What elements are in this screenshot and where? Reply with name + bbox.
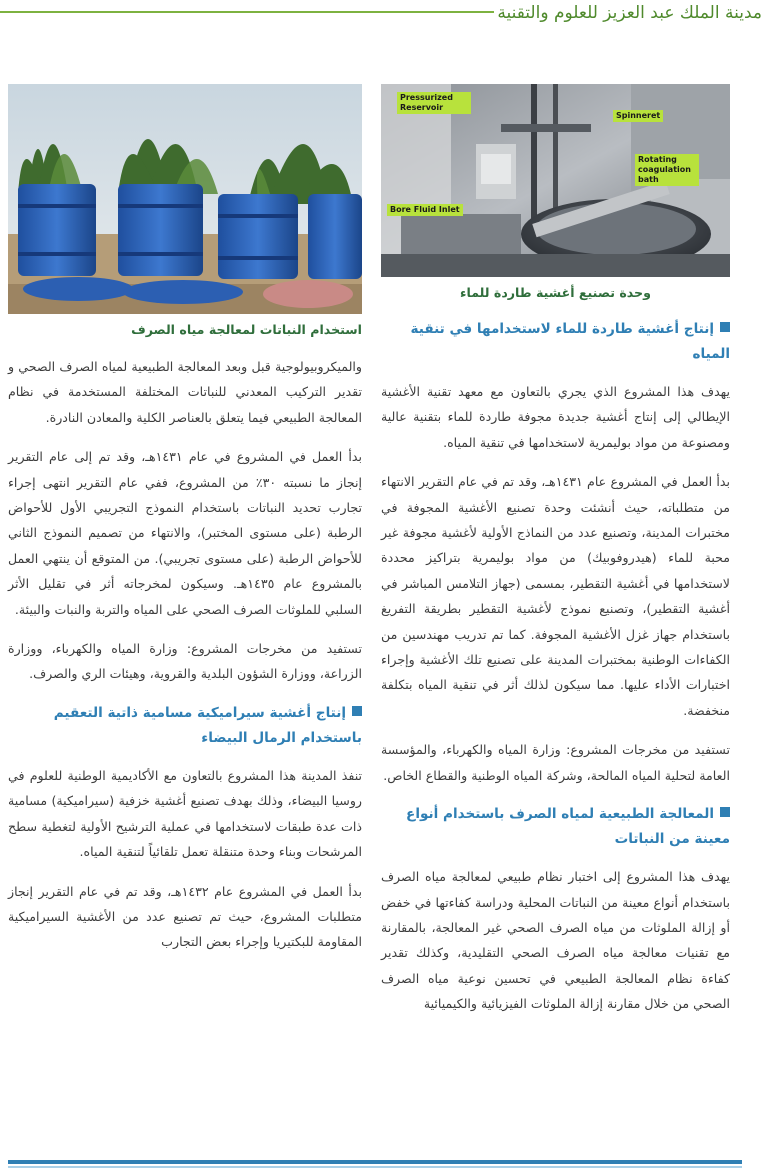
header-title: مدينة الملك عبد العزيز للعلوم والتقنية [497,3,762,23]
membrane-unit-figure [381,84,730,303]
plants-figure [8,84,362,340]
paragraph: يهدف هذا المشروع إلى اختبار نظام طبيعي لمعالجة مياه الصرف باستخدام أنواع معينة من النباتات المحلية ودراسة كفاءتها في خفض أو إزالة الملوثات من مياه الصرف الصحي غير المعالجة، بالمقارنة مع تقنيات معالجة مياه الصرف الصحي التقليدية، وكذلك تقدير كفاءة نظام المعالجة الطبيعي في تحسين نوعية مياه الصرف الصحي من خلال مقارنة إزالة الملوثات الفيزيائية والكيميائية [381,869,730,1012]
membrane-unit-photo [381,84,730,277]
section-title-hydrophobic-membranes: إنتاج أغشية طاردة للماء لاستخدامها في تنقية المياه [410,321,730,362]
footer-rule-light [8,1166,742,1168]
paragraph: بدأ العمل في المشروع في عام ١٤٣١هـ، وقد تم إلى عام التقرير إنجاز ما نسبته ٣٠٪ من المشروع، ففي عام التقرير انتهى إجراء تجارب تحديد النباتات باستخدام النموذج التجريبي الأول للأحواض الرطبة (على مستوى المختبر)، والانتهاء من تصميم النموذج الثاني للأحواض الرطبة (على مستوى تجريبي). من المتوقع أن ينتهي العمل بالمشروع عام ١٤٣٥هـ. وسيكون لمخرجاته أثر في تقليل الأثر السلبي للملوثات الصرف الصحي على المياه والتربة والنبات والبيئة. [8,449,362,617]
paragraph: بدأ العمل في المشروع عام ١٤٣٢هـ، وقد تم في عام التقرير إنجاز متطلبات المشروع، حيث تم تصنيع عدد من الأغشية السيراميكية المقاومة للبكتيريا وإجراء بعض التجارب [8,883,362,950]
plants-photo [8,84,362,314]
plants-illustration [8,84,362,314]
section-bullet-icon [720,322,730,332]
spacer [8,340,362,354]
paragraph: تستفيد من مخرجات المشروع: وزارة المياه والكهرباء، والمؤسسة العامة لتحلية المياه المالحة، وشركة المياه الوطنية والقطاع الخاص. [381,742,730,783]
label-pressurized-reservoir: Pressurized Reservoir [397,92,471,114]
plants-caption: استخدام النباتات لمعالجة مياه الصرف [131,322,362,337]
header-rule [0,11,494,13]
paragraph: تنفذ المدينة هذا المشروع بالتعاون مع الأكاديمية الوطنية للعلوم في روسيا البيضاء، وذلك بهدف تصنيع أغشية خزفية (سيراميكية) مسامية ذات عدة طبقات لاستخدامها في عملية الترشيح الأولية لتغطية سطح المرشحات وبناء وحدة متنقلة تعمل تلقائياً لتنقية المياه. [8,767,362,860]
section-bullet-icon [720,807,730,817]
paragraph: بدأ العمل في المشروع عام ١٤٣١هـ، وقد تم في عام التقرير الانتهاء من متطلباته، حيث أنشئت وحدة تصنيع الأغشية المجوفة في مختبرات المدينة، وتصنيع عدد من النماذج الأولية لأغشية مجوفة غير محبة للماء (هيدروفوبيك) من مواد بوليمرية بتراكيز محددة لاستخدامها في أغشية التقطير، بمسمى (جهاز التلامس المباشر في أغشية التقطير)، وتصنيع نموذج لأغشية التقطير بطريقة التفريغ باستخدام جهاز غزل الأغشية المجوفة. كما تم تدريب مهندسين من الكفاءات الوطنية بمختبرات المدينة على تصنيع تلك الأغشية وإجراء اختبارات الأداء عليها. مما سيكون لذلك أثر في تنقية المياه بتكلفة منخفضة. [381,474,730,718]
label-rotating-bath: Rotating coagulation bath [635,154,699,186]
section-title-natural-treatment: المعالجة الطبيعية لمياه الصرف باستخدام أنواع معينة من النباتات [406,806,730,848]
paragraph: تستفيد من مخرجات المشروع: وزارة المياه والكهرباء، ووزارة الزراعة، ووزارة الشؤون البلدية والقروية، وهيئات الري والصرف. [8,641,362,682]
footer-rule [8,1160,742,1164]
paragraph: والميكروبيولوجية قبل وبعد المعالجة الطبيعية لمياه الصرف الصحي و تقدير التركيب المعدني للنباتات المختلفة المستخدمة في نظام المعالجة الطبيعي فيما يتعلق بالعناصر الكلية والمعادن النادرة. [8,359,362,425]
right-column [381,84,730,1017]
paragraph: يهدف هذا المشروع الذي يجري بالتعاون مع معهد تقنية الأغشية الإيطالي إلى إنتاج أغشية جديدة مجوفة طاردة للماء بتقنية عالية ومصنوعة من مواد بوليمرية لاستخدامها في تنقية المياه. [381,384,730,450]
membrane-unit-caption: وحدة تصنيع أغشية طاردة للماء [460,285,651,300]
left-column [8,84,362,955]
section-bullet-icon [352,706,362,716]
section-title-ceramic-membranes: إنتاج أغشية سيراميكية مسامية ذاتية التعقيم باستخدام الرمال البيضاء [53,704,362,746]
label-spinneret: Spinneret [613,110,663,122]
label-bore-fluid: Bore Fluid Inlet [387,204,463,216]
